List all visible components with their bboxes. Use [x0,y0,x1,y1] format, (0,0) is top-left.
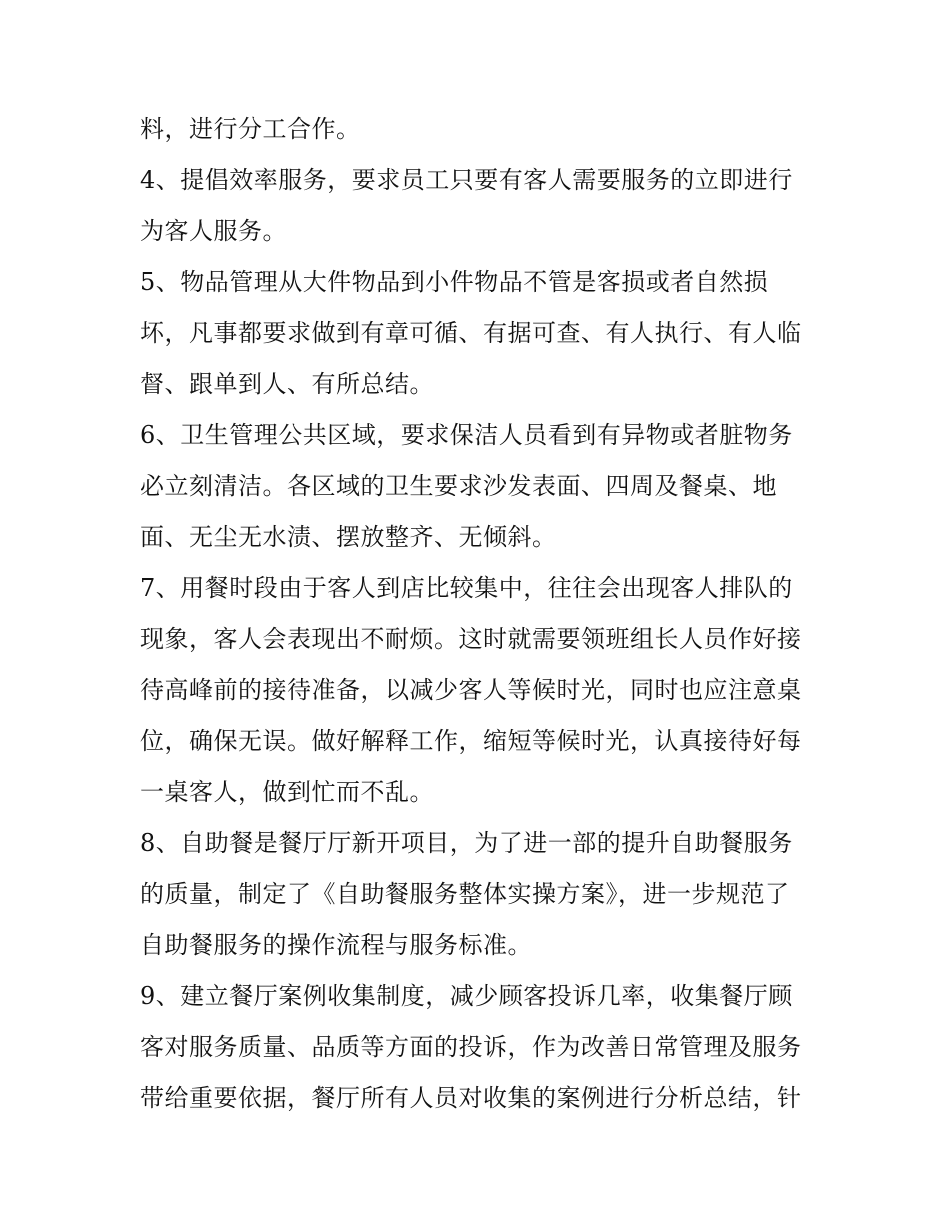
text-line: 的质量，制定了《自助餐服务整体实操方案》，进一步规范了 [140,880,790,908]
text-line: 面、无尘无水渍、摆放整齐、无倾斜。 [140,523,557,551]
text-line: 必立刻清洁。各区域的卫生要求沙发表面、四周及餐桌、地 [140,472,777,500]
text-line: 坏，凡事都要求做到有章可循、有据可查、有人执行、有人临 [140,319,802,347]
text-line: 7、用餐时段由于客人到店比较集中，往往会出现客人排队的 [140,574,793,602]
text-line: 带给重要依据，餐厅所有人员对收集的案例进行分析总结，针 [140,1084,802,1112]
text-line: 为客人服务。 [140,217,287,245]
text-line: 料，进行分工合作。 [140,115,361,143]
text-line: 现象，客人会表现出不耐烦。这时就需要领班组长人员作好接 [140,625,802,653]
text-line: 客对服务质量、品质等方面的投诉，作为改善日常管理及服务 [140,1033,802,1061]
text-line: 一桌客人，做到忙而不乱。 [140,778,434,806]
text-line: 待高峰前的接待准备，以减少客人等候时光，同时也应注意桌 [140,676,802,704]
text-line: 督、跟单到人、有所总结。 [140,370,434,398]
text-line: 4、提倡效率服务，要求员工只要有客人需要服务的立即进行 [140,166,793,194]
text-line: 5、物品管理从大件物品到小件物品不管是客损或者自然损 [140,268,769,296]
text-line: 8、自助餐是餐厅厅新开项目，为了进一部的提升自助餐服务 [140,829,793,857]
text-line: 6、卫生管理公共区域，要求保洁人员看到有异物或者脏物务 [140,421,793,449]
text-line: 位，确保无误。做好解释工作，缩短等候时光，认真接待好每 [140,727,802,755]
text-line: 自助餐服务的操作流程与服务标准。 [140,931,532,959]
text-line: 9、建立餐厅案例收集制度，减少顾客投诉几率，收集餐厅顾 [140,982,793,1010]
document-body [140,104,820,1124]
